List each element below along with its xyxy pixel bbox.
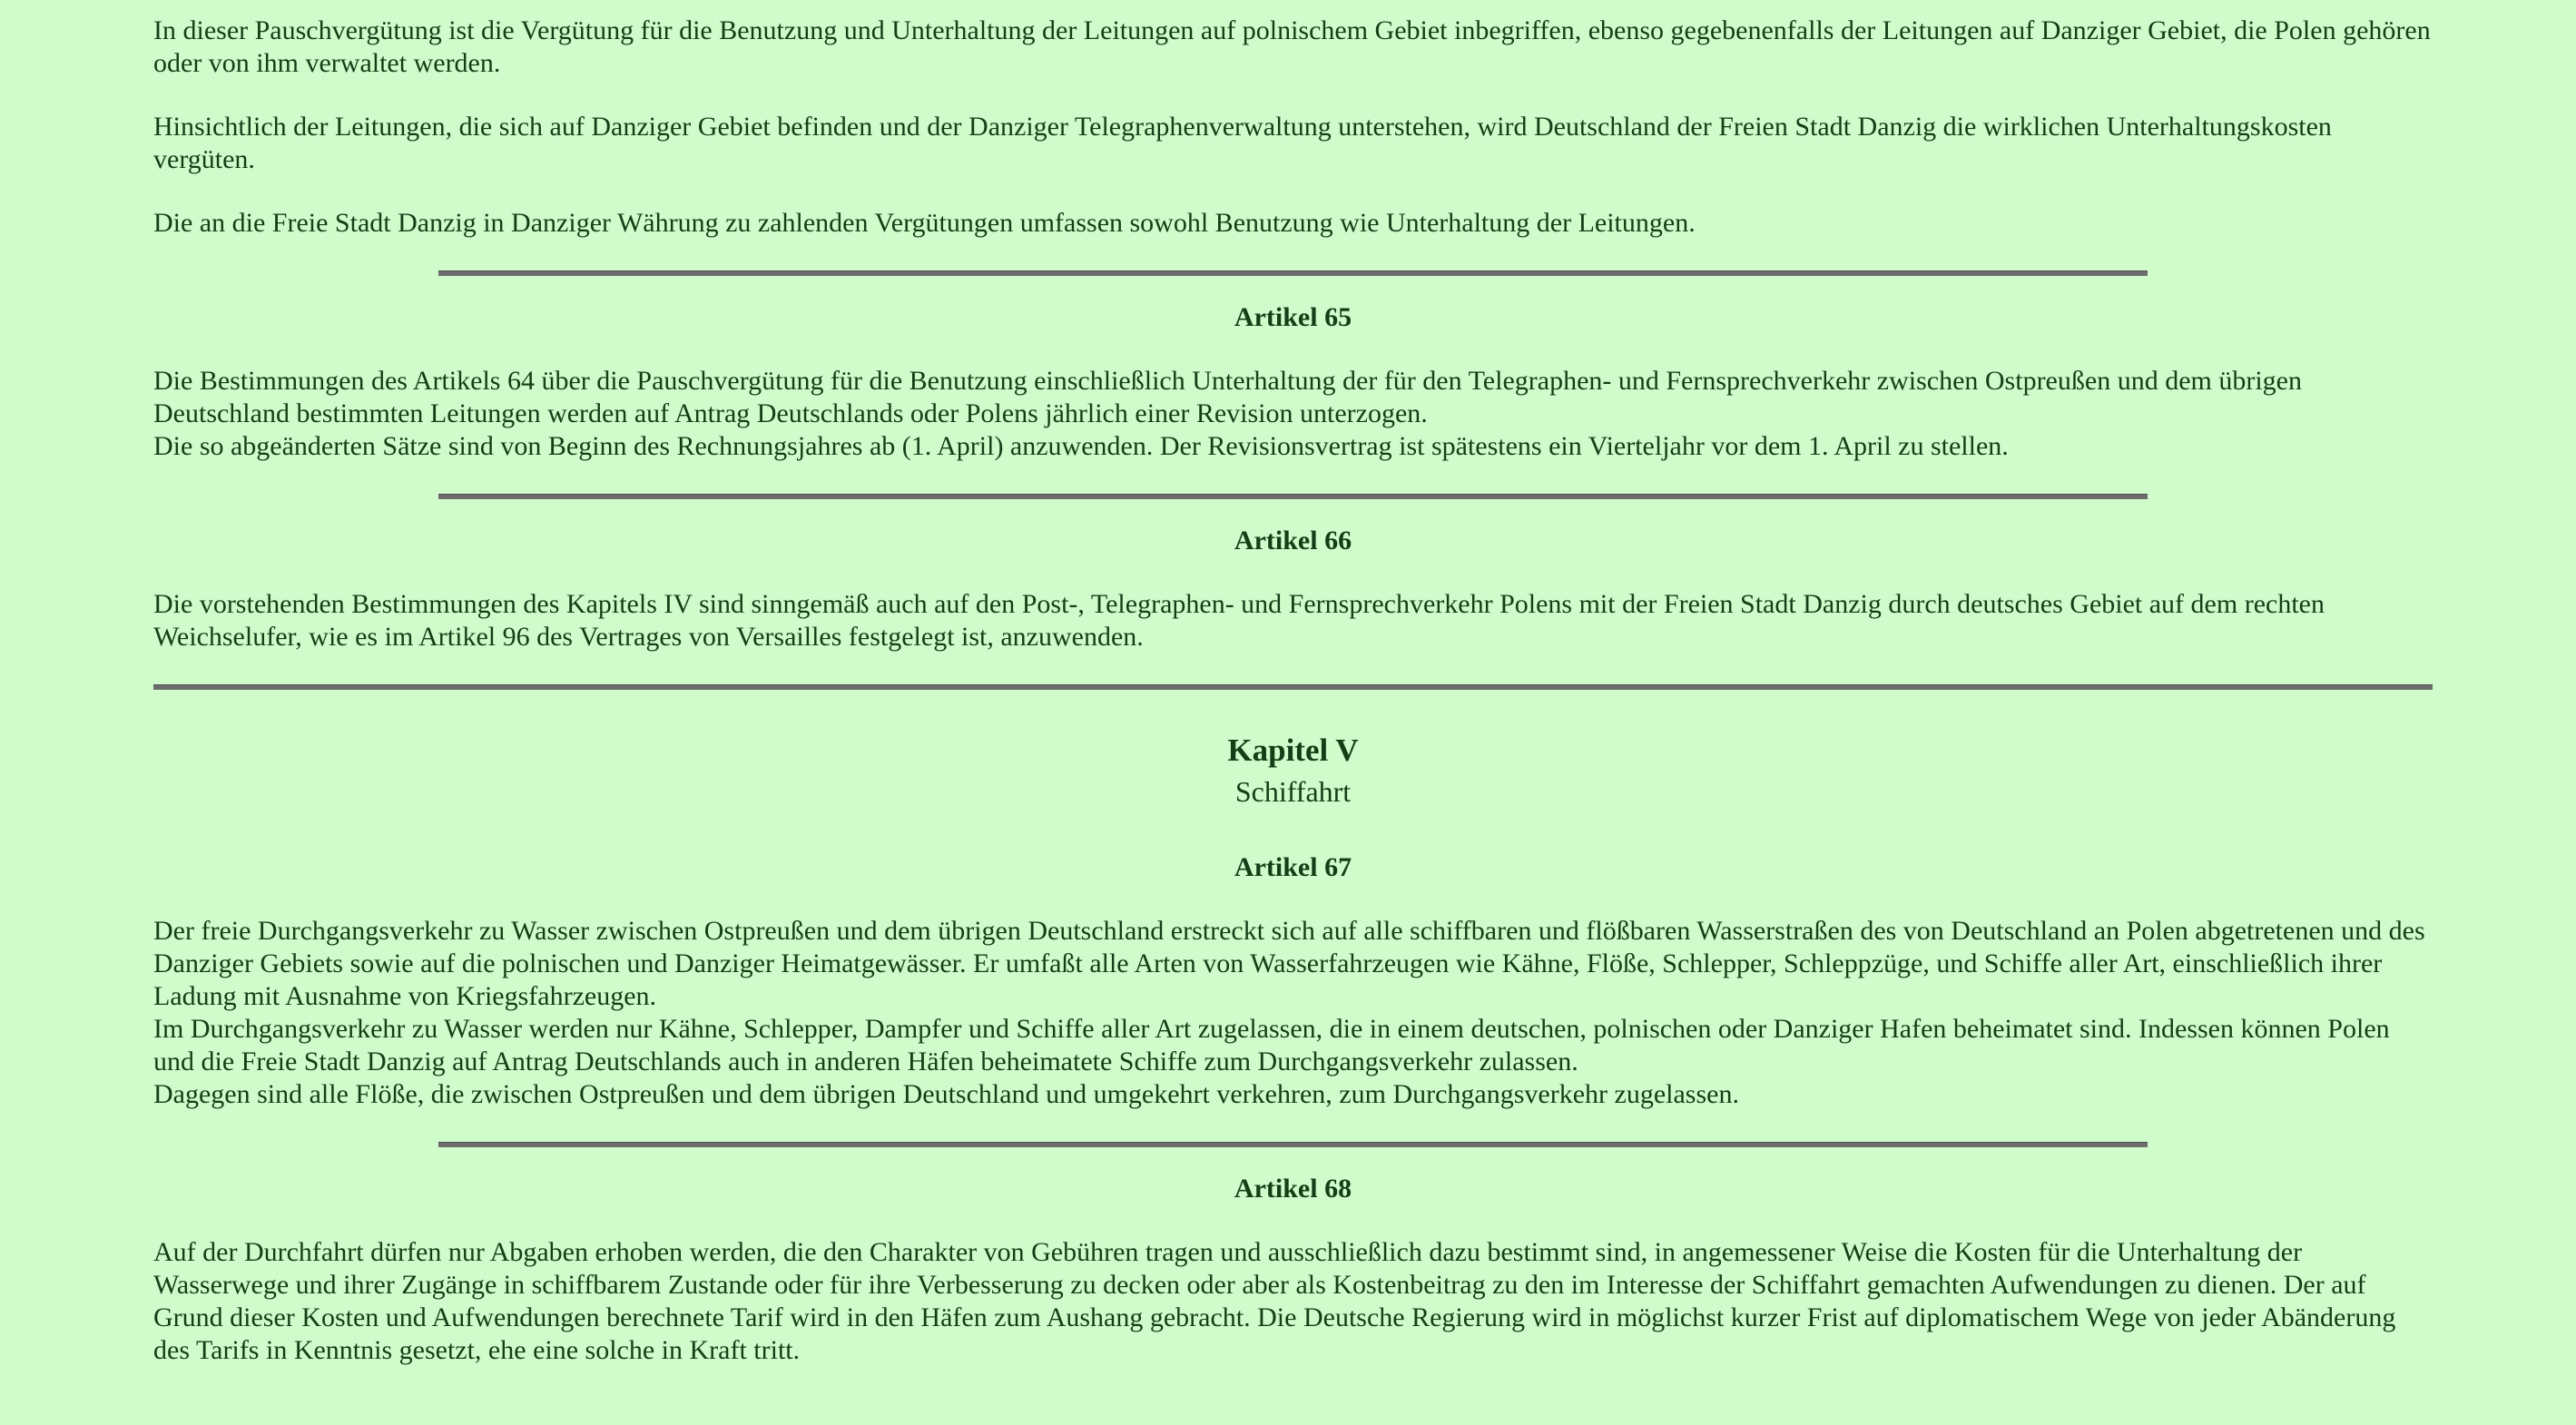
paragraph — [153, 915, 2433, 1111]
article-heading: Artikel 68 — [1234, 1174, 1352, 1204]
article-heading: Artikel 67 — [1234, 852, 1352, 882]
article-heading: Artikel 66 — [1234, 526, 1352, 555]
chapter-subtitle: Schiffahrt — [1234, 775, 1352, 808]
section-divider — [438, 1142, 2148, 1147]
paragraph: In dieser Pauschvergütung ist die Vergütung für die Benutzung und Unterhaltung der Leitungen auf polnischem Gebiet inbegriffen, ebenso gegebenenfalls der Leitungen auf Danziger Gebiet, die Polen gehören oder von ihm verwaltet werden. — [153, 15, 2431, 78]
chapter-heading: Kapitel V — [1227, 732, 1359, 768]
paragraph: Die an die Freie Stadt Danzig in Danziger Währung zu zahlenden Vergütungen umfassen sowohl Benutzung wie Unterhaltung der Leitungen. — [153, 208, 1696, 238]
paragraph-line: Die so abgeänderten Sätze sind von Beginn des Rechnungsjahres ab (1. April) anzuwenden. Der Revisionsvertrag ist spätestens ein Vierteljahr vor dem 1. April zu stellen. — [153, 431, 2009, 461]
section-divider — [438, 270, 2148, 276]
paragraph: Die vorstehenden Bestimmungen des Kapitels IV sind sinngemäß auch auf den Post-, Telegraphen- und Fernsprechverkehr Polens mit der Freien Stadt Danzig durch deutsches Gebiet auf dem rechten Weichselufer, wie es im Artikel 96 des Vertrages von Versailles festgelegt ist, anzuwenden. — [153, 589, 2325, 652]
section-divider — [438, 494, 2148, 499]
paragraph — [153, 365, 2433, 463]
paragraph-line: Im Durchgangsverkehr zu Wasser werden nur Kähne, Schlepper, Dampfer und Schiffe aller Art zugelassen, die in einem deutschen, polnischen oder Danziger Hafen beheimatet sind. Indessen können Polen und die Freie Stadt Danzig auf Antrag Deutschlands auch in anderen Häfen beheimatete Schiffe zum Durchgangsverkehr zulassen. — [153, 1014, 2390, 1076]
paragraph-line: Die Bestimmungen des Artikels 64 über die Pauschvergütung für die Benutzung einschließlich Unterhaltung der für den Telegraphen- und Fernsprechverkehr zwischen Ostpreußen und dem übrigen Deutschland bestimmten Leitungen werden auf Antrag Deutschlands oder Polens jährlich einer Revision unterzogen. — [153, 366, 2302, 428]
paragraph-line: Der freie Durchgangsverkehr zu Wasser zwischen Ostpreußen und dem übrigen Deutschland erstreckt sich auf alle schiffbaren und flößbaren Wasserstraßen des von Deutschland an Polen abgetretenen und des Danziger Gebiets sowie auf die polnischen und Danziger Heimatgewässer. Er umfaßt alle Arten von Wasserfahrzeugen wie Kähne, Flöße, Schlepper, Schleppzüge, und Schiffe aller Art, einschließlich ihrer Ladung mit Ausnahme von Kriegsfahrzeugen. — [153, 916, 2425, 1011]
article-heading: Artikel 65 — [1234, 302, 1352, 332]
paragraph-line: Dagegen sind alle Flöße, die zwischen Ostpreußen und dem übrigen Deutschland und umgekehrt verkehren, zum Durchgangsverkehr zugelassen. — [153, 1079, 1739, 1109]
section-divider — [153, 684, 2433, 690]
paragraph: Auf der Durchfahrt dürfen nur Abgaben erhoben werden, die den Charakter von Gebühren tragen und ausschließlich dazu bestimmt sind, in angemessener Weise die Kosten für die Unterhaltung der Wasserwege und ihrer Zugänge in schiffbarem Zustande oder für ihre Verbesserung zu decken oder aber als Kostenbeitrag zu den im Interesse der Schiffahrt gemachten Aufwendungen zu dienen. Der auf Grund dieser Kosten und Aufwendungen berechnete Tarif wird in den Häfen zum Aushang gebracht. Die Deutsche Regierung wird in möglichst kurzer Frist auf diplomatischem Wege von jeder Abänderung des Tarifs in Kenntnis gesetzt, ehe eine solche in Kraft tritt. — [153, 1237, 2396, 1365]
paragraph: Hinsichtlich der Leitungen, die sich auf Danziger Gebiet befinden und der Danziger Telegraphenverwaltung unterstehen, wird Deutschland der Freien Stadt Danzig die wirklichen Unterhaltungskosten vergüten. — [153, 112, 2332, 174]
